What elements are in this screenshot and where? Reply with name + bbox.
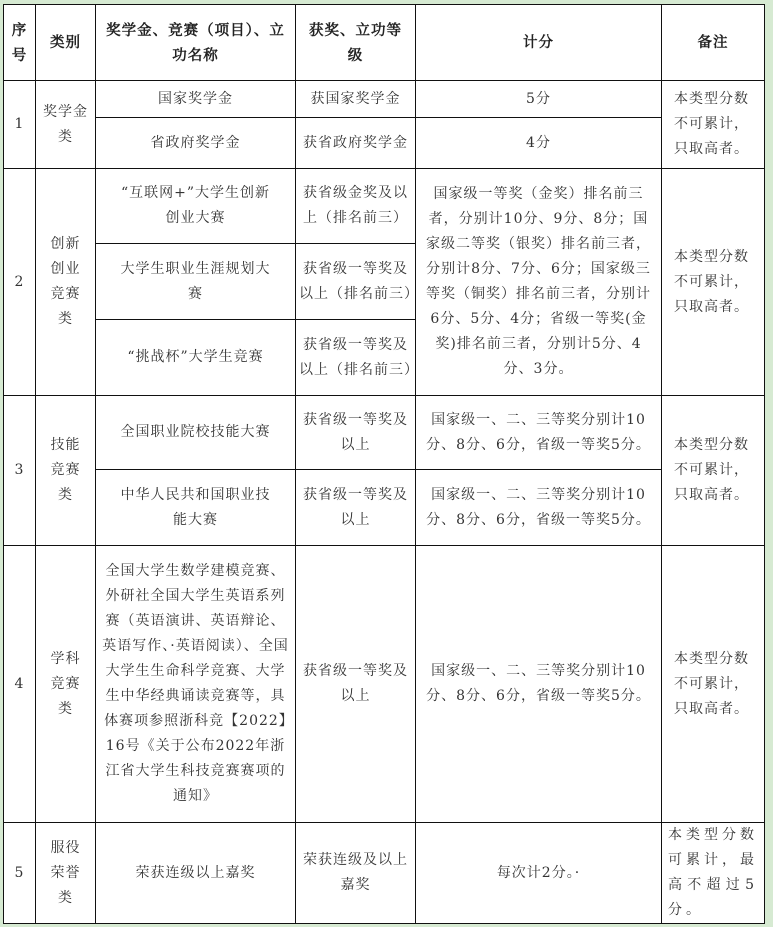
- category-cell: 创新创业竞赛类: [36, 169, 96, 396]
- score-cell: 每次计2分。·: [416, 823, 662, 924]
- level-cell: 获省级一等奖及以上（排名前三）: [296, 244, 416, 320]
- level-cell: 获省级一等奖及以上: [296, 546, 416, 823]
- name-cell: 国家奖学金: [96, 81, 296, 118]
- level-cell: 荣获连级及以上嘉奖: [296, 823, 416, 924]
- category-cell: 技能竞赛类: [36, 396, 96, 546]
- index-cell: 3: [4, 396, 36, 546]
- index-cell: 1: [4, 81, 36, 169]
- header-row: [4, 5, 765, 81]
- header-name: 奖学金、竞赛（项目）、立功名称: [96, 5, 296, 81]
- name-cell: 全国大学生数学建模竞赛、外研社全国大学生英语系列赛（英语演讲、英语辩论、英语写作、·英语阅读）、全国大学生生命科学竞赛、大学生中华经典诵读竞赛等，具体赛项参照浙科竞【2022】16号《关于公布2022年浙江省大学生科技竞赛赛项的通知》: [96, 546, 296, 823]
- level-cell: 获国家奖学金: [296, 81, 416, 118]
- level-cell: 获省级金奖及以上（排名前三）: [296, 169, 416, 244]
- remark-cell: 本类型分数不可累计，只取高者。: [662, 396, 765, 546]
- scoring-table: [3, 4, 765, 924]
- header-remark: 备注: [662, 5, 765, 81]
- index-cell: 2: [4, 169, 36, 396]
- level-cell: 获省级一等奖及以上: [296, 470, 416, 546]
- name-cell: 荣获连级以上嘉奖: [96, 823, 296, 924]
- remark-cell: 本类型分数可累计，最高不超过5分。: [662, 823, 765, 924]
- score-cell: 国家级一、二、三等奖分别计10分、8分、6分，省级一等奖5分。: [416, 396, 662, 470]
- remark-cell: 本类型分数不可累计，只取高者。: [662, 81, 765, 169]
- header-category: 类别: [36, 5, 96, 81]
- category-cell: 学科竞赛类: [36, 546, 96, 823]
- score-cell: 5分: [416, 81, 662, 118]
- name-cell: 全国职业院校技能大赛: [96, 396, 296, 470]
- name-cell: 大学生职业生涯规划大赛: [96, 244, 296, 320]
- score-cell: 国家级一、二、三等奖分别计10分、8分、6分，省级一等奖5分。: [416, 546, 662, 823]
- category-cell: 服役荣誉类: [36, 823, 96, 924]
- name-cell: “挑战杯”大学生竞赛: [96, 320, 296, 396]
- level-cell: 获省级一等奖及以上（排名前三）: [296, 320, 416, 396]
- header-level: 获奖、立功等级: [296, 5, 416, 81]
- table-row: [4, 118, 765, 169]
- name-cell: “互联网+”大学生创新创业大赛: [96, 169, 296, 244]
- table-row: [4, 546, 765, 823]
- table-row: [4, 169, 765, 244]
- index-cell: 5: [4, 823, 36, 924]
- table-row: [4, 396, 765, 470]
- index-cell: 4: [4, 546, 36, 823]
- level-cell: 获省政府奖学金: [296, 118, 416, 169]
- score-cell: 国家级一、二、三等奖分别计10分、8分、6分，省级一等奖5分。: [416, 470, 662, 546]
- score-cell: 4分: [416, 118, 662, 169]
- header-index: 序号: [4, 5, 36, 81]
- table-row: [4, 470, 765, 546]
- level-cell: 获省级一等奖及以上: [296, 396, 416, 470]
- remark-cell: 本类型分数不可累计，只取高者。: [662, 169, 765, 396]
- table-row: [4, 81, 765, 118]
- name-cell: 省政府奖学金: [96, 118, 296, 169]
- score-cell: 国家级一等奖（金奖）排名前三者，分别计10分、9分、8分；国家级二等奖（银奖）排名前三者，分别计8分、7分、6分；国家级三等奖（铜奖）排名前三者，分别计6分、5分、4分；省级一等奖(金奖)排名前三者，分别计5分、4分、3分。: [416, 169, 662, 396]
- category-cell: 奖学金类: [36, 81, 96, 169]
- remark-cell: 本类型分数不可累计，只取高者。: [662, 546, 765, 823]
- header-score: 计分: [416, 5, 662, 81]
- name-cell: 中华人民共和国职业技能大赛: [96, 470, 296, 546]
- table-row: [4, 823, 765, 924]
